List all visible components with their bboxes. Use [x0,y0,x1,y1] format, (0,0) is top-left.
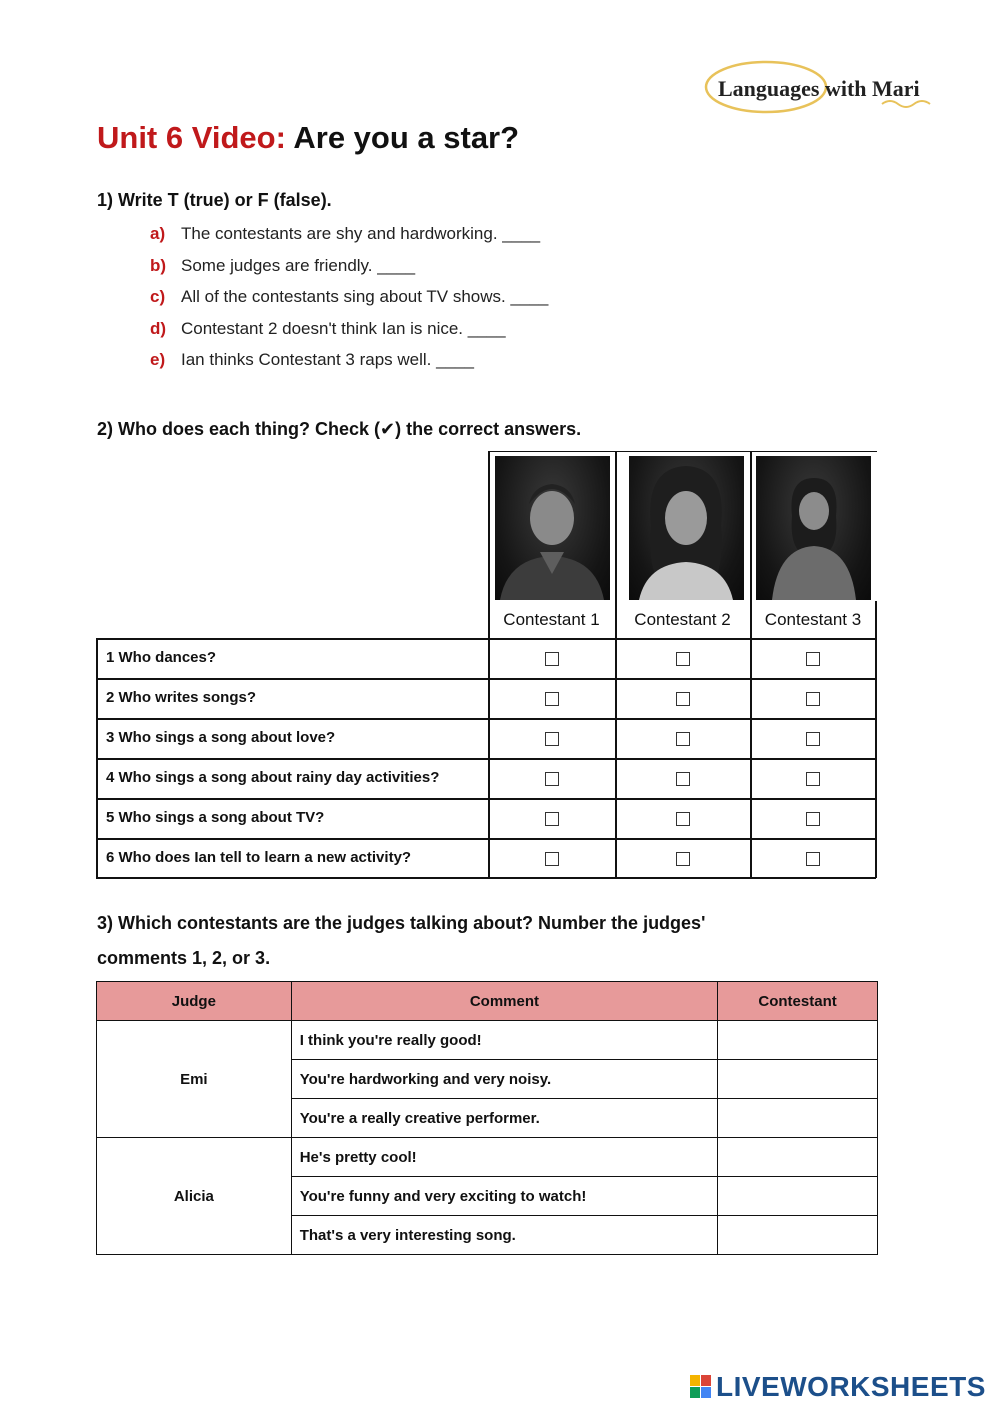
grid-line [96,838,876,840]
judge-name: Alicia [97,1138,292,1255]
comment-cell: That's a very interesting song. [291,1216,717,1255]
list-item [150,287,548,319]
item-text: The contestants are shy and hardworking. ____ [181,224,541,243]
question-1: 1 Who dances? [106,649,217,666]
title-topic: Are you a star? [285,120,520,155]
item-text: All of the contestants sing about TV shows. ____ [181,287,549,307]
col-contestant: Contestant [718,982,878,1021]
checkbox-q2-c1[interactable] [545,692,559,706]
checkbox-q2-c3[interactable] [806,692,820,706]
checkbox-q5-c2[interactable] [676,812,690,826]
contestant-2-photo [629,456,744,600]
checkbox-q3-c1[interactable] [545,732,559,746]
question-2: 2 Who writes songs? [106,689,257,706]
brand-logo [704,58,944,116]
item-letter: d) [150,318,167,338]
contestant-3-label: Contestant 3 [764,610,862,629]
item-text: Contestant 2 doesn't think Ian is nice. ____ [181,318,506,338]
checkbox-q2-c2[interactable] [676,692,690,706]
grid-line [750,451,752,878]
table-header-row [97,982,878,1021]
grid-line [96,678,876,680]
judge-name: Emi [97,1021,292,1138]
checkbox-q6-c2[interactable] [676,852,690,866]
comment-cell: You're funny and very exciting to watch! [291,1177,717,1216]
checkbox-q4-c3[interactable] [806,772,820,786]
contestant-3-photo [756,456,871,600]
contestant-1-photo [495,456,610,600]
col-judge: Judge [97,982,292,1021]
list-item [150,350,548,382]
section3-heading-line1: 3) Which contestants are the judges talking about? Number the judges' [97,913,706,933]
col-comment: Comment [291,982,717,1021]
contestant-answer-cell[interactable] [718,1216,878,1255]
true-false-list [150,224,548,382]
grid-line [96,758,876,760]
comment-cell: You're a really creative performer. [291,1099,717,1138]
grid-line [615,451,617,878]
grid-line [96,638,876,640]
list-item [150,224,548,256]
title-unit: Unit 6 Video: [97,120,286,155]
question-3: 3 Who sings a song about love? [106,729,336,746]
section1-heading: 1) Write T (true) or F (false). [97,190,332,210]
contestant-answer-cell[interactable] [718,1177,878,1216]
checkbox-q5-c3[interactable] [806,812,820,826]
grid-line [488,451,490,878]
checkbox-q3-c3[interactable] [806,732,820,746]
logo-text: Languages with Mari [718,76,920,101]
item-letter: a) [150,224,166,243]
liveworksheets-text: LIVEWORKSHEETS [716,1371,986,1402]
checkbox-q4-c1[interactable] [545,772,559,786]
item-text: Some judges are friendly. ____ [181,255,416,275]
table-row [97,1138,878,1177]
judges-table [96,981,878,1255]
contestant-2-label: Contestant 2 [634,610,731,629]
item-letter: b) [150,255,167,275]
item-letter: c) [150,287,166,307]
checkbox-q6-c1[interactable] [545,852,559,866]
comment-cell: I think you're really good! [291,1021,717,1060]
question-4: 4 Who sings a song about rainy day activities? [106,769,440,786]
checkbox-q1-c2[interactable] [676,652,690,666]
grid-line [96,718,876,720]
question-5: 5 Who sings a song about TV? [106,809,325,826]
item-text: Ian thinks Contestant 3 raps well. ____ [181,350,474,370]
checkbox-q4-c2[interactable] [676,772,690,786]
contestant-answer-cell[interactable] [718,1021,878,1060]
contestant-answer-cell[interactable] [718,1060,878,1099]
table-row [97,1021,878,1060]
grid-line [96,798,876,800]
liveworksheets-brand[interactable] [690,1372,986,1402]
checkbox-q3-c2[interactable] [676,732,690,746]
list-item [150,319,548,351]
checkbox-q6-c3[interactable] [806,852,820,866]
list-item [150,256,548,288]
comment-cell: He's pretty cool! [291,1138,717,1177]
question-6: 6 Who does Ian tell to learn a new activity? [106,849,412,866]
comment-cell: You're hardworking and very noisy. [291,1060,717,1099]
checkbox-q1-c3[interactable] [806,652,820,666]
section3-heading-line2: comments 1, 2, or 3. [97,948,271,968]
checkbox-q5-c1[interactable] [545,812,559,826]
section2-heading: 2) Who does each thing? Check (✔) the correct answers. [97,419,582,439]
checkbox-q1-c1[interactable] [545,652,559,666]
contestant-1-label: Contestant 1 [503,610,600,629]
grid-line [96,877,876,879]
contestant-answer-cell[interactable] [718,1138,878,1177]
page-title [97,120,519,156]
liveworksheets-icon [690,1375,712,1399]
item-letter: e) [150,350,166,370]
grid-line [875,601,877,878]
contestant-answer-cell[interactable] [718,1099,878,1138]
